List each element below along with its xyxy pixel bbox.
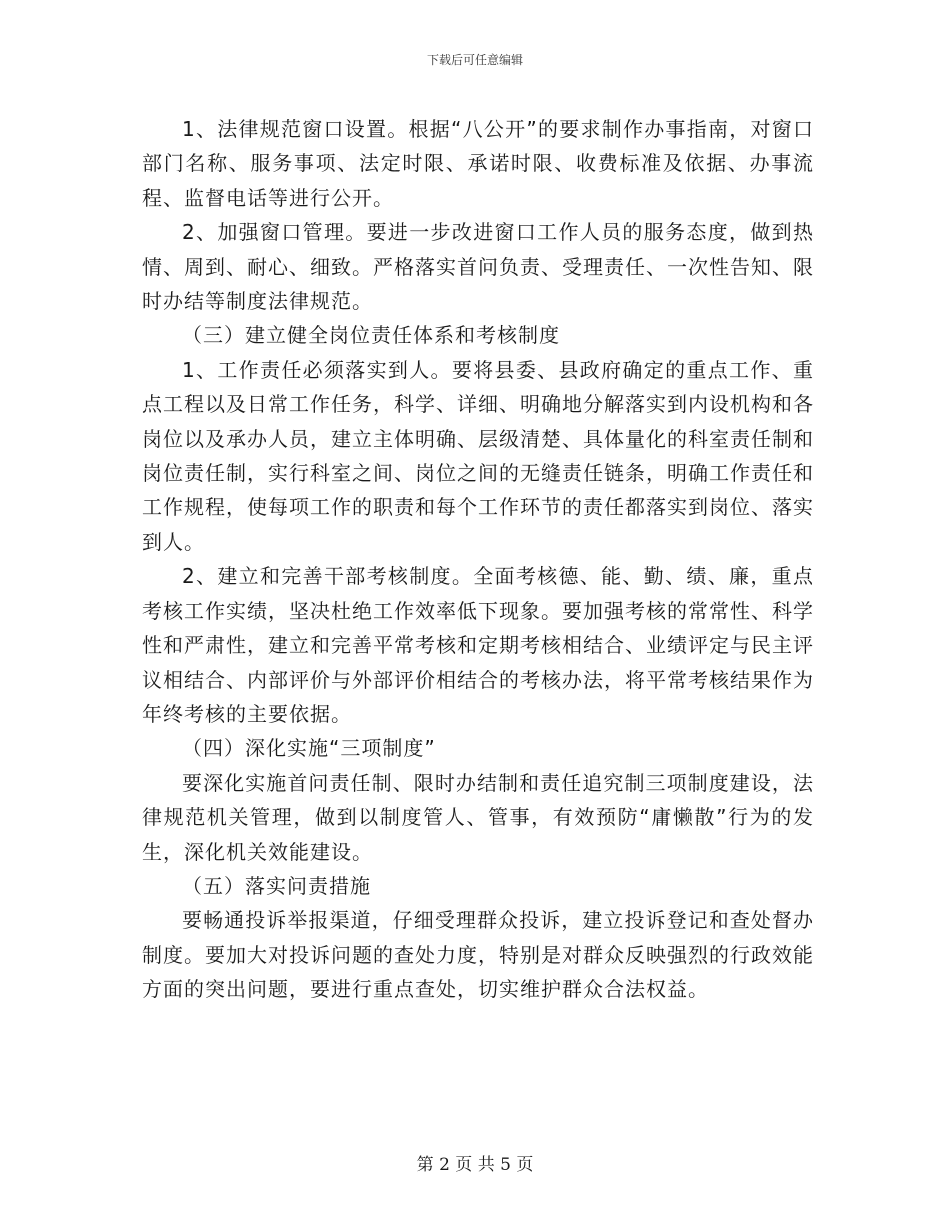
paragraph-assessment: 2、建立和完善干部考核制度。全面考核德、能、勤、绩、廉，重点考核工作实绩，坚决杜绝工作效率低下现象。要加强考核的常常性、科学性和严肃性，建立和完善平常考核和定期考核相结合、业绩评定与民主评议相结合、内部评价与外部评价相结合的考核办法，将平常考核结果作为年终考核的主要依据。 <box>142 564 814 726</box>
section-heading-5: （五）落实问责措施 <box>182 873 371 898</box>
section-heading-3: （三）建立健全岗位责任体系和考核制度 <box>182 323 560 348</box>
paragraph-window-setup: 1、法律规范窗口设置。根据“八公开”的要求制作办事指南，对窗口部门名称、服务事项、法定时限、承诺时限、收费标准及依据、办事流程、监督电话等进行公开。 <box>142 117 814 210</box>
page-header: 下载后可任意编辑 <box>426 53 523 67</box>
paragraph-responsibility: 1、工作责任必须落实到人。要将县委、县政府确定的重点工作、重点工程以及日常工作任务，科学、详细、明确地分解落实到内设机构和各岗位以及承办人员，建立主体明确、层级清楚、具体量化的科室责任制和岗位责任制，实行科室之间、岗位之间的无缝责任链条，明确工作责任和工作规程，使每项工作的职责和每个工作环节的责任都落实到岗位、落实到人。 <box>142 357 814 554</box>
page-footer: 第 2 页 共 5 页 <box>416 1155 534 1175</box>
section-heading-4: （四）深化实施“三项制度” <box>182 736 436 761</box>
document-body <box>142 112 814 1007</box>
paragraph-window-management: 2、加强窗口管理。要进一步改进窗口工作人员的服务态度，做到热情、周到、耐心、细致。严格落实首问负责、受理责任、一次性告知、限时办结等制度法律规范。 <box>142 220 814 314</box>
paragraph-accountability: 要畅通投诉举报渠道，仔细受理群众投诉，建立投诉登记和查处督办制度。要加大对投诉问题的查处力度，特别是对群众反映强烈的行政效能方面的突出问题，要进行重点查处，切实维护群众合法权益。 <box>142 908 814 1002</box>
paragraph-three-systems: 要深化实施首问责任制、限时办结制和责任追究制三项制度建设，法律规范机关管理，做到以制度管人、管事，有效预防“庸懒散”行为的发生，深化机关效能建设。 <box>142 770 814 864</box>
